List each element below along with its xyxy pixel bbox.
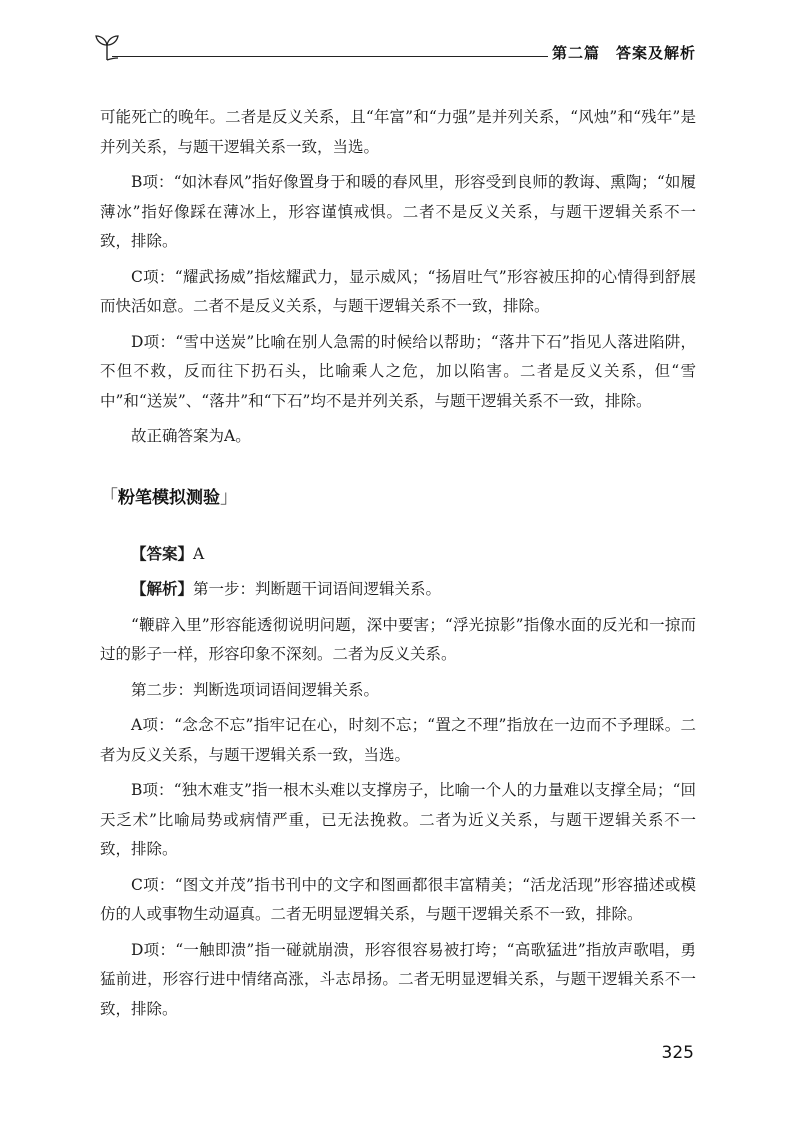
section-bracket-left: 「	[100, 486, 118, 508]
answer-line	[100, 540, 696, 570]
section-title: 粉笔模拟测验	[118, 487, 220, 508]
stem-analysis-paragraph: “鞭辟入里”形容能透彻说明问题，深中要害；“浮光掠影”指像水面的反光和一掠而过的影子一样，形容印象不深刻。二者为反义关系。	[100, 615, 696, 663]
option-b-paragraph: B项：“如沐春风”指好像置身于和暖的春风里，形容受到良师的教诲、熏陶；“如履薄冰”指好像踩在薄冰上，形容谨慎戒惧。二者不是反义关系，与题干逻辑关系不一致，排除。	[100, 173, 696, 250]
header-title: 第二篇 答案及解析	[551, 44, 696, 62]
option-d-analysis-paragraph: D项：“一触即溃”指一碰就崩溃，形容很容易被打垮；“高歌猛进”指放声歌唱，勇猛前进，形容行进中情绪高涨，斗志昂扬。二者无明显逻辑关系，与题干逻辑关系不一致，排除。	[100, 940, 696, 1018]
option-c-paragraph: C项：“耀武扬威”指炫耀武力，显示威风；“扬眉吐气”形容被压抑的心情得到舒展而快活如意。二者不是反义关系，与题干逻辑关系不一致，排除。	[100, 267, 696, 315]
answer-label: 【答案】	[131, 544, 194, 563]
sprout-icon	[92, 32, 122, 62]
page-content	[100, 103, 696, 1030]
analysis-label: 【解析】	[131, 580, 194, 598]
correct-answer-paragraph: 故正确答案为A。	[131, 427, 251, 445]
page-number: 325	[661, 1043, 694, 1063]
section-heading	[100, 486, 696, 510]
header-rule	[112, 56, 548, 57]
step-two-paragraph: 第二步：判断选项词语间逻辑关系。	[131, 680, 380, 699]
analysis-intro: 第一步：判断题干词语间逻辑关系。	[193, 580, 442, 598]
option-c-analysis-paragraph: C项：“图文并茂”指书刊中的文字和图画都很丰富精美；“活龙活现”形容描述或模仿的人或事物生动逼真。二者无明显逻辑关系，与题干逻辑关系不一致，排除。	[100, 875, 696, 923]
page-header	[92, 30, 696, 70]
answer-value: A	[193, 544, 205, 563]
option-a-analysis-paragraph: A项：“念念不忘”指牢记在心，时刻不忘；“置之不理”指放在一边而不予理睬。二者为反义关系，与题干逻辑关系一致，当选。	[100, 716, 696, 764]
option-b-analysis-paragraph: B项：“独木难支”指一根木头难以支撑房子，比喻一个人的力量难以支撑全局；“回天乏术”比喻局势或病情严重，已无法挽救。二者为近义关系，与题干逻辑关系不一致，排除。	[100, 781, 696, 858]
analysis-line	[100, 575, 696, 605]
section-bracket-right: 」	[220, 486, 238, 508]
paragraph-continuation: 可能死亡的晚年。二者是反义关系，且“年富”和“力强”是并列关系，“风烛”和“残年”是并列关系，与题干逻辑关系一致，当选。	[100, 108, 696, 156]
option-d-paragraph: D项：“雪中送炭”比喻在别人急需的时候给以帮助；“落井下石”指见人落进陷阱，不但不救，反而往下扔石头，比喻乘人之危，加以陷害。二者是反义关系，但“雪中”和“送炭”、“落井”和“下石”均不是并列关系，与题干逻辑关系不一致，排除。	[100, 332, 696, 410]
